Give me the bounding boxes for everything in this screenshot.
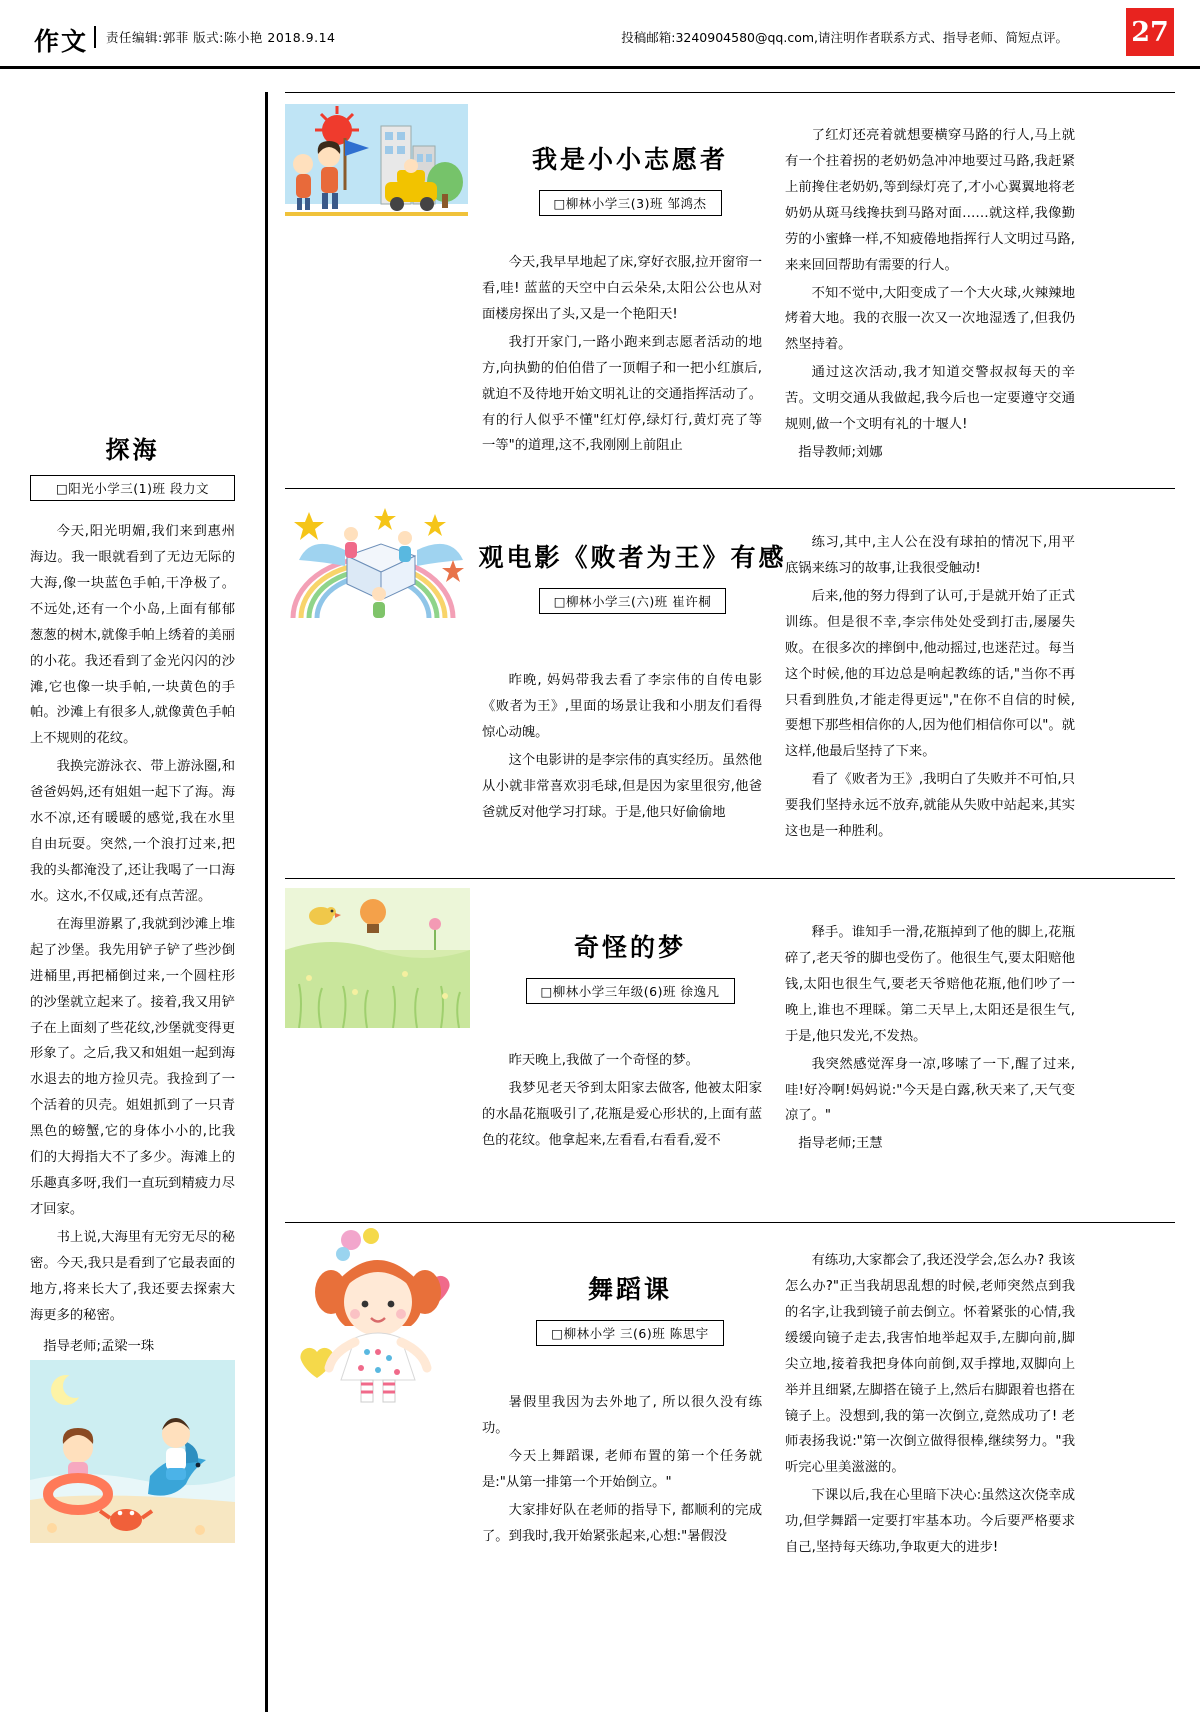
article-tanhai: [30, 430, 235, 1354]
paragraph: 今天上舞蹈课, 老师布置的第一个任务就是:"从第一排第一个开始倒立。": [482, 1448, 762, 1490]
article-title: 我是小小志愿者: [531, 145, 728, 174]
article-byline: □柳林小学三(六)班 崔许桐: [539, 588, 727, 614]
paragraph: 释手。谁知手一滑,花瓶掉到了他的脚上,花瓶碎了,老天爷的脚也受伤了。他很生气,要太阳赔他钱,太阳也很生气,要老天爷赔他花瓶,他们吵了一晚上,谁也不理睬。第二天早上,太阳还是很生气,于是,他只发光,不发热。: [785, 925, 1075, 1044]
paragraph: 书上说,大海里有无穷无尽的秘密。今天,我只是看到了它最表面的地方,将来长大了,我还要去探索大海更多的秘密。: [30, 1229, 235, 1323]
page-number-badge: 27: [1126, 8, 1174, 56]
article-column: [482, 668, 762, 828]
paragraph: 这个电影讲的是李宗伟的真实经历。虽然他从小就非常喜欢羽毛球,但是因为家里很穷,他爸爸就反对他学习打球。于是,他只好偷偷地: [482, 752, 762, 820]
article-body: [30, 519, 235, 1354]
article-header-wudaoke: [480, 1270, 780, 1346]
article-title: 奇怪的梦: [573, 933, 686, 962]
article-title: 观电影《败者为王》有感: [478, 543, 787, 572]
article-column: [482, 250, 762, 461]
paragraph: 今天,阳光明媚,我们来到惠州海边。我一眼就看到了无边无际的大海,像一块蓝色手帕,干净极了。不远处,还有一个小岛,上面有郁郁葱葱的树木,就像手帕上绣着的美丽的小花。我还看到了金光闪闪的沙滩,它也像一块手帕,一块黄色的手帕。沙滩上有很多人,就像黄色手帕上不规则的花纹。: [30, 524, 235, 747]
masthead-contact: 投稿邮箱:3240904580@qq.com,请注明作者联系方式、指导老师、简短点评。: [621, 30, 1068, 45]
article-header-zhiyuanzhe: [480, 140, 780, 216]
column-divider: [265, 92, 268, 1712]
paragraph: 通过这次活动,我才知道交警叔叔每天的辛苦。文明交通从我做起,我今后也一定要遵守交通规则,做一个文明有礼的十堰人!: [785, 365, 1075, 433]
article-column: [785, 1248, 1075, 1563]
article-teacher-credit: 指导老师;王慧: [798, 1136, 883, 1152]
paragraph: 大家排好队在老师的指导下, 都顺利的完成了。到我时,我开始紧张起来,心想:"暑假没: [482, 1502, 762, 1544]
article-column: [785, 920, 1075, 1159]
beach-illustration: [30, 1360, 235, 1543]
article-rule: [285, 92, 1175, 93]
paragraph: 后来,他的努力得到了认可,于是就开始了正式训练。但是很不幸,李宗伟处处受到打击,屡屡失败。在很多次的摔倒中,他动摇过,也迷茫过。每当这个时候,他的耳边总是响起教练的话,"当你不再只看到胜负,才能走得更远","在你不自信的时候,要想下那些相信你的人,因为他们相信你可以"。就这样,他最后坚持了下来。: [785, 588, 1075, 760]
article-rule: [285, 1222, 1175, 1223]
article-column: [785, 530, 1075, 847]
article-header-baizheweiwang: [470, 538, 795, 614]
article-rule: [285, 488, 1175, 489]
article-column: [785, 123, 1075, 468]
paragraph: 昨天晚上,我做了一个奇怪的梦。: [508, 1053, 699, 1068]
masthead: [0, 0, 1200, 69]
masthead-credits: 责任编辑:郭菲 版式:陈小艳 2018.9.14: [106, 30, 336, 45]
paragraph: 有练功,大家都会了,我还没学会,怎么办? 我该怎么办?"正当我胡思乱想的时候,老师突然点到我的名字,让我到镜子前去倒立。怀着紧张的心情,我缓缓向镜子走去,我害怕地举起双手,左脚向前,脚尖立地,接着我把身体向前倒,双手撑地,双脚向上举并且细紧,左脚搭在镜子上,然后右脚跟着也搭在镜子上。没想到,我的第一次倒立,竟然成功了! 老师表扬我说:"第一次倒立做得很棒,继续努力。"我听完心里美滋滋的。: [785, 1253, 1075, 1476]
article-header-qiguaideming: [480, 928, 780, 1004]
volunteer-illustration: [285, 104, 468, 241]
volunteer-illustration-graphic: [285, 104, 468, 241]
article-byline: □柳林小学三(3)班 邹鸿杰: [539, 190, 722, 216]
grass-field-illustration-graphic: [285, 888, 470, 1028]
paragraph: 昨晚, 妈妈带我去看了李宗伟的自传电影《败者为王》,里面的场景让我和小朋友们看得惊心动魄。: [482, 673, 762, 740]
paragraph: 暑假里我因为去外地了, 所以很久没有练功。: [482, 1395, 762, 1436]
paragraph: 了红灯还亮着就想要横穿马路的行人,马上就有一个拄着拐的老奶奶急冲冲地要过马路,我赶紧上前搀住老奶奶,等到绿灯亮了,才小心翼翼地将老奶奶从斑马线搀扶到马路对面……就这样,我像勤劳的小蜜蜂一样,不知疲倦地指挥行人文明过马路,来来回回帮助有需要的行人。: [785, 128, 1075, 273]
article-title: 舞蹈课: [587, 1275, 672, 1304]
paragraph: 练习,其中,主人公在没有球拍的情况下,用平底锅来练习的故事,让我很受触动!: [785, 535, 1075, 576]
paragraph: 在海里游累了,我就到沙滩上堆起了沙堡。我先用铲子铲了些沙倒进桶里,再把桶倒过来,一个圆柱形的沙堡就立起来了。接着,我又用铲子在上面刻了些花纹,沙堡就变得更形象了。之后,我又和姐姐一起到海水退去的地方捡贝壳。我捡到了一个活着的贝壳。姐姐抓到了一只青黑色的螃蟹,它的身体小小的,比我们的大拇指大不了多少。海滩上的乐趣真多呀,我们一直玩到精疲力尽才回家。: [30, 916, 235, 1217]
article-byline: □阳光小学三(1)班 段力文: [30, 475, 235, 501]
article-column: [482, 1390, 762, 1552]
beach-illustration-graphic: [30, 1360, 235, 1543]
article-teacher-credit: 指导教师;刘娜: [798, 445, 883, 461]
article-byline: □柳林小学三年级(6)班 徐逸凡: [526, 978, 735, 1004]
paragraph: 看了《败者为王》,我明白了失败并不可怕,只要我们坚持永远不放弃,就能从失败中站起来,其实这也是一种胜利。: [785, 772, 1075, 840]
paragraph: 我突然感觉浑身一凉,哆嗦了一下,醒了过来,哇!好冷啊!妈妈说:"今天是白露,秋天来了,天气变凉了。": [785, 1056, 1075, 1124]
masthead-divider: [94, 26, 96, 48]
paragraph: 下课以后,我在心里暗下决心:虽然这次侥幸成功,但学舞蹈一定要打牢基本功。今后要严格要求自己,坚持每天练功,争取更大的进步!: [785, 1488, 1075, 1556]
page-title: 作文: [34, 27, 89, 56]
dancing-girl-illustration: [285, 1226, 470, 1406]
paragraph: 我梦见老天爷到太阳家去做客, 他被太阳家的水晶花瓶吸引了,花瓶是爱心形状的,上面有蓝色的花纹。他拿起来,左看看,右看看,爱不: [482, 1080, 762, 1148]
book-wings-illustration-graphic: [285, 498, 470, 638]
dancing-girl-illustration-graphic: [285, 1226, 470, 1406]
article-title: 探海: [105, 435, 160, 464]
paragraph: 今天,我早早地起了床,穿好衣服,拉开窗帘一看,哇! 蓝蓝的天空中白云朵朵,太阳公公也从对面楼房探出了头,又是一个艳阳天!: [482, 255, 762, 322]
article-rule: [285, 878, 1175, 879]
article-teacher-credit: 指导老师;孟梁一珠: [43, 1338, 155, 1354]
paragraph: 不知不觉中,大阳变成了一个大火球,火辣辣地烤着大地。我的衣服一次又一次地湿透了,但我仍然坚持着。: [785, 285, 1075, 353]
article-column: [482, 1048, 762, 1156]
article-byline: □柳林小学 三(6)班 陈思宇: [536, 1320, 723, 1346]
paragraph: 我打开家门,一路小跑来到志愿者活动的地方,向执勤的伯伯借了一顶帽子和一把小红旗后,就迫不及待地开始文明礼让的交通指挥活动了。有的行人似乎不懂"红灯停,绿灯行,黄灯亮了等一等"的道理,这不,我刚刚上前阻止: [482, 334, 762, 454]
paragraph: 我换完游泳衣、带上游泳圈,和爸爸妈妈,还有姐姐一起下了海。海水不凉,还有暖暖的感觉,我在水里自由玩耍。突然,一个浪打过来,把我的头都淹没了,还让我喝了一口海水。这水,不仅咸,还有点苦涩。: [30, 759, 235, 904]
grass-field-illustration: [285, 888, 470, 1028]
book-wings-illustration: [285, 498, 470, 638]
